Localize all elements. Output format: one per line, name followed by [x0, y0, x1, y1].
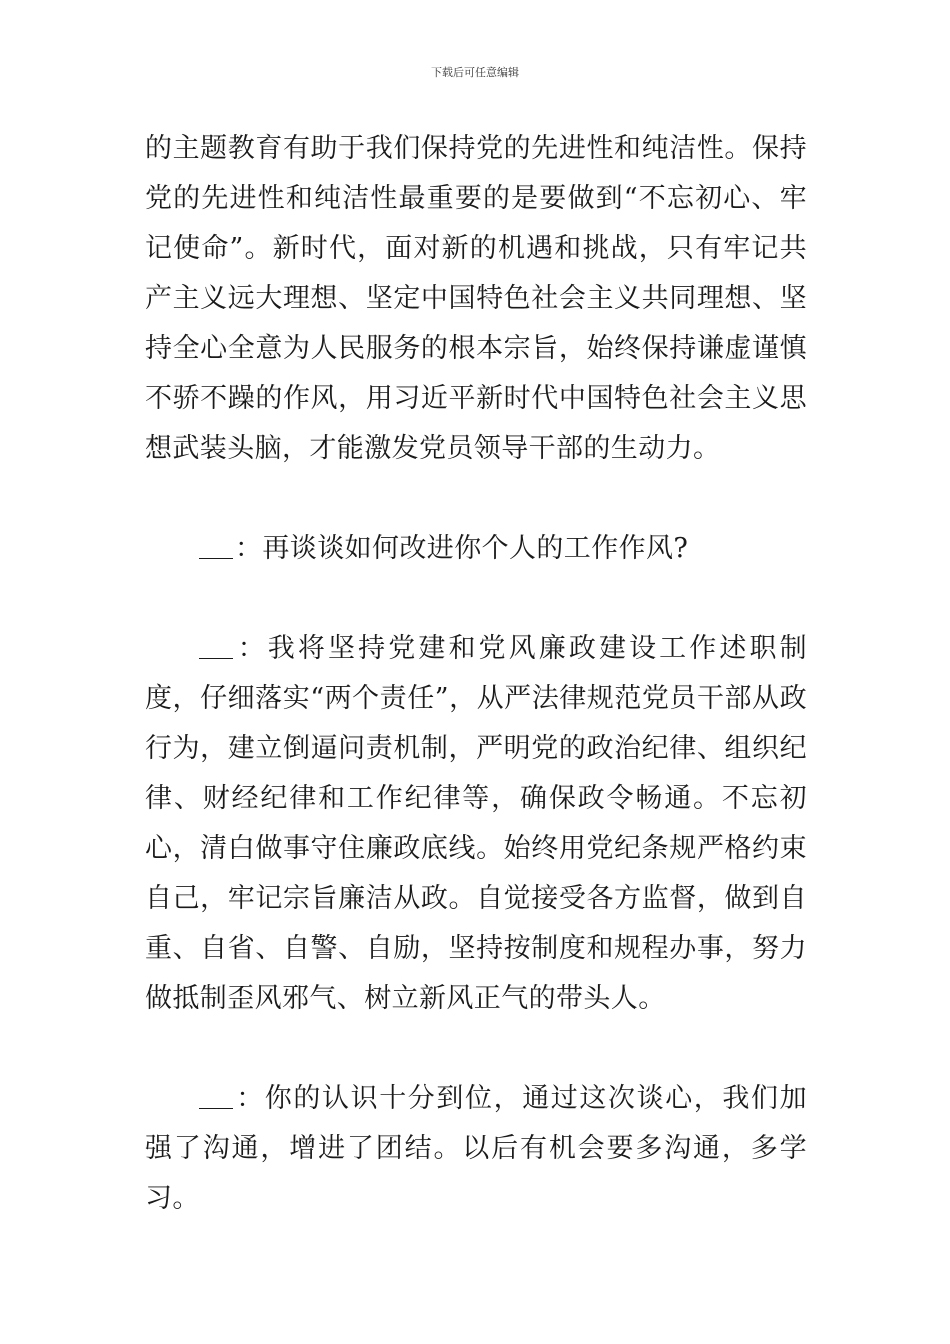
paragraph-answer-commitment — [145, 624, 807, 1024]
page-header: 下载后可任意编辑 — [431, 66, 519, 79]
paragraph-question-work-style — [145, 524, 807, 574]
question-text: ：再谈谈如何改进你个人的工作作风? — [235, 533, 689, 564]
paragraph-gap — [145, 1024, 807, 1074]
paragraph-gap — [145, 474, 807, 524]
answer-text: ：我将坚持党建和党风廉政建设工作述职制度，仔细落实“两个责任”，从严法律规范党员干部从政行为，建立倒逼问责机制，严明党的政治纪律、组织纪律、财经纪律和工作纪律等，确保政令畅通。不忘初心，清白做事守住廉政底线。始终用党纪条规严格约束自己，牢记宗旨廉洁从政。自觉接受各方监督，做到自重、自省、自警、自励，坚持按制度和规程办事，努力做抵制歪风邪气、树立新风正气的带头人。 — [145, 633, 807, 1014]
document-body — [145, 124, 807, 1224]
speaker-blank — [199, 530, 233, 559]
closing-text: ：你的认识十分到位，通过这次谈心，我们加强了沟通，增进了团结。以后有机会要多沟通，多学习。 — [145, 1083, 807, 1214]
speaker-blank — [199, 630, 233, 659]
paragraph-gap — [145, 574, 807, 624]
paragraph-theme-education: 的主题教育有助于我们保持党的先进性和纯洁性。保持党的先进性和纯洁性最重要的是要做到“不忘初心、牢记使命”。新时代，面对新的机遇和挑战，只有牢记共产主义远大理想、坚定中国特色社会主义共同理想、坚持全心全意为人民服务的根本宗旨，始终保持谦虚谨慎不骄不躁的作风，用习近平新时代中国特色社会主义思想武装头脑，才能激发党员领导干部的生动力。 — [145, 133, 807, 464]
paragraph-closing-remark — [145, 1074, 807, 1224]
speaker-blank — [199, 1080, 233, 1109]
